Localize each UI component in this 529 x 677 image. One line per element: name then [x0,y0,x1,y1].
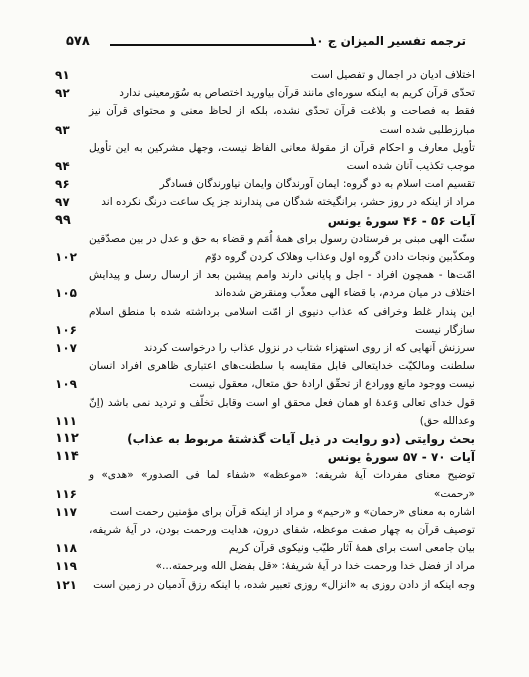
page-number: ۵۷۸ [66,34,90,49]
toc-entry [55,503,475,521]
toc-entry-text: آیات ۷۰ - ۵۷ سورهٔ یونس [327,450,475,465]
header-rule [110,44,316,46]
toc-entry-text: مراد از اینکه در روز حشر، برانگیخته شدگان می پندارند جز یک ساعت درنگ نکرده اند [101,196,475,209]
toc-page-number: ۹۷ [55,195,70,210]
toc-section-heading [55,430,475,448]
toc-page-number: ۱۱۱ [55,413,77,428]
toc-entry [55,230,475,266]
toc-entry-text: اشاره به معنای «رحمان» و «رحیم» و مراد از اینکه قرآن برای مؤمنین رحمت است [109,505,475,518]
toc-entry-text: سرزنش آنهایی که از روی استهزاء شتاب در نزول عذاب را درخواست کردند [143,342,475,355]
toc-section-heading [55,448,475,466]
toc-page-number: ۱۱۴ [55,449,79,465]
toc-entry [55,266,475,302]
toc-entry-text: تأویل معارف و احکام قرآن از مقولهٔ معانی الفاظ نیست، وجهل مشرکین به این تأویل موجب تکذیب آنان شده است [89,141,475,173]
toc-entry [55,394,475,430]
page-header [66,32,466,54]
toc-page-number: ۱۱۹ [55,559,77,574]
toc-entry [55,175,475,193]
running-title: ترجمه تفسیر المیزان ج ۱۰ [308,34,466,48]
toc-page-number: ۱۱۷ [55,504,77,519]
toc-entry-text: تحدّی قرآن کریم به اینکه سوره‌ای مانند قرآن بیاورید اختصاص به سُوَرمعینی ندارد [119,87,475,100]
toc-section-heading [55,212,475,230]
toc-page-number: ۱۰۷ [55,341,77,356]
toc-entry [55,66,475,84]
toc-entry [55,193,475,211]
toc-entry-text: توضیح معنای مفردات آیهٔ شریفه: «موعظه» «شفاء لما فی الصدور» «هدی» و «رحمت» [89,469,475,500]
toc-entry-text: فقط به فصاحت و بلاغت قرآن تحدّی نشده، بلکه از لحاظ معنی و محتوای قرآن نیز مبارزطلبی شده است [89,105,475,136]
toc-entry [55,466,475,502]
toc-entry-text: این پندار غلط وخرافی که عذاب دنیوی از امّت اسلامی برداشته شده با منطق اسلام سازگار نیست [89,305,475,336]
toc-entry [55,557,475,575]
toc-entry [55,139,475,175]
toc-page-number: ۱۱۲ [55,431,79,447]
toc-entry-text: توصیف قرآن به چهار صفت موعظه، شفای درون، هدایت ورحمت بودن، در آیهٔ شریفه، بیان جامعی است برای همهٔ آثار طیّب ونیکوی قرآن کریم [89,524,475,555]
toc-page-number: ۹۴ [55,159,70,174]
toc-entry-text: سلطنت ومالکیّت خدایتعالی قابل مقایسه با سلطنت‌های اعتباری ظاهری افراد انسان نیست ووجود مانع وورادع از تحقّق ارادهٔ حق متعال، معقول نیست [89,360,475,391]
toc-page-number: ۱۲۱ [55,577,77,592]
toc-entry-text: امّت‌ها - همچون افراد - اجل و پایانی دارند وامم پیشین بعد از ارسال رسل و پیدایش اختلاف در میان مردم، با قضاء الهی معذّب ومنقرض شده‌اند [89,269,475,300]
toc-entry [55,303,475,339]
toc-page-number: ۹۹ [55,212,71,228]
toc-entry-text: آیات ۵۶ - ۴۶ سورهٔ یونس [327,213,475,228]
toc-entry [55,84,475,102]
toc-entry [55,521,475,557]
toc-entry-text: قول خدای تعالی وَعدهٔ او همان فعل محقق او است وقابل تخلّف و تردید نمی باشد (اِنّ وعدالله حق) [89,396,475,427]
toc-entry-text: بحث روایتی (دو روایت در ذیل آیات گذشتهٔ مربوط به عذاب) [127,432,475,447]
toc-page-number: ۱۰۹ [55,377,77,392]
toc-page-number: ۹۶ [55,177,70,192]
toc-entry [55,576,475,594]
toc-entry [55,102,475,138]
toc-page-number: ۱۱۸ [55,541,77,556]
toc-entry-text: سنّت الهی مبنی بر فرستادن رسول برای همهٔ اُمَم و قضاء به حق و عدل در بین مصدّقین ومکذّبین ونجات دادن گروه اول وعذاب وهلاک کردن گروه دوّم [89,232,475,264]
toc-entry-text: تقسیم امت اسلام به دو گروه: ایمان آورندگان وایمان نیاورندگان فسادگر [159,178,475,191]
toc-page-number: ۱۰۶ [55,322,77,337]
toc-page-number: ۹۱ [55,68,70,82]
toc-page-number: ۹۲ [55,86,70,101]
toc-entry-text: اختلاف ادیان در اجمال و تفصیل است [310,69,475,81]
toc-page-number: ۱۰۵ [55,286,77,301]
table-of-contents [55,66,475,594]
toc-entry-text: وجه اینکه از دادن روزی به «انزال» روزی تعبیر شده، با اینکه رزق آدمیان در زمین است [93,578,475,591]
toc-entry-text: مراد از فضل خدا ورحمت خدا در آیهٔ شریفهٔ: «قل بفضل الله وبرحمته...» [155,560,475,573]
toc-page-number: ۹۳ [55,122,70,137]
toc-entry [55,357,475,393]
toc-entry [55,339,475,357]
toc-page-number: ۱۰۲ [55,250,77,265]
toc-page-number: ۱۱۶ [55,486,77,501]
